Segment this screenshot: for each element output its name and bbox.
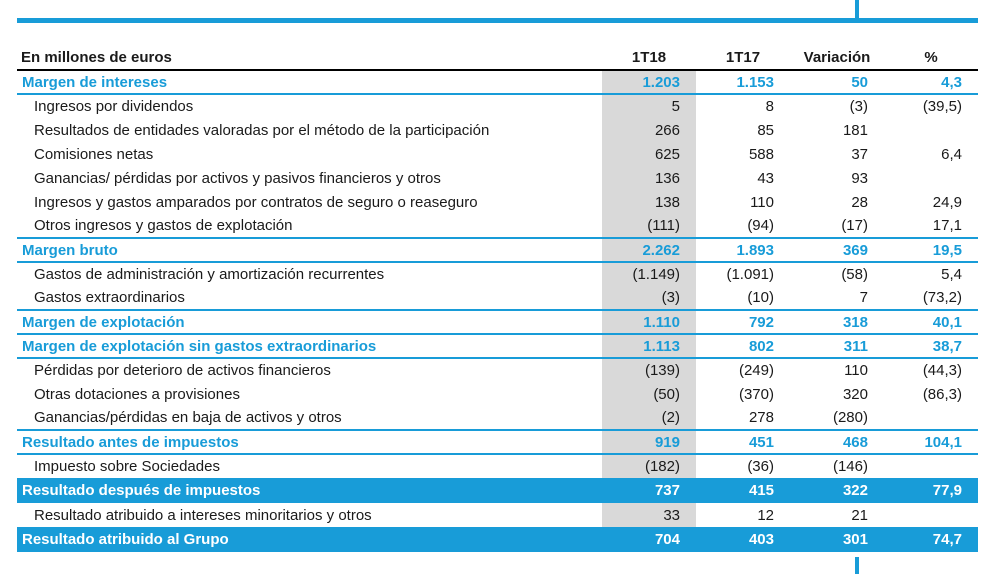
row-value: 38,7 bbox=[932, 337, 962, 355]
row-value: 1.893 bbox=[736, 241, 774, 259]
row-value: 802 bbox=[748, 337, 774, 355]
column-header-percent: % bbox=[924, 49, 938, 66]
row-label: Resultado atribuido al Grupo bbox=[17, 527, 602, 552]
row-value: (44,3) bbox=[922, 362, 962, 379]
row-value: (1.091) bbox=[726, 266, 774, 283]
row-label: Gastos de administración y amortización recurrentes bbox=[34, 266, 385, 283]
row-value: 301 bbox=[790, 527, 884, 552]
table-row bbox=[17, 478, 978, 503]
top-vertical-tick bbox=[855, 0, 859, 19]
bottom-vertical-tick bbox=[855, 557, 859, 574]
row-value: 21 bbox=[851, 506, 868, 524]
top-horizontal-rule bbox=[17, 18, 978, 23]
row-value: 919 bbox=[602, 430, 696, 454]
row-value bbox=[884, 406, 978, 430]
row-label: Ingresos y gastos amparados por contratos de seguro o reaseguro bbox=[34, 193, 478, 211]
table-row bbox=[17, 310, 978, 334]
row-value: 28 bbox=[851, 193, 868, 211]
row-value: (94) bbox=[747, 217, 774, 234]
row-label: Otros ingresos y gastos de explotación bbox=[34, 217, 293, 234]
table-row bbox=[17, 142, 978, 166]
column-header-1t18: 1T18 bbox=[631, 49, 667, 66]
row-value: 6,4 bbox=[941, 145, 962, 163]
table-row bbox=[17, 70, 978, 94]
table-row bbox=[17, 527, 978, 552]
row-value: 1.110 bbox=[602, 310, 696, 334]
row-value: 7 bbox=[859, 289, 868, 306]
row-value: 1.153 bbox=[736, 73, 774, 91]
row-value: (17) bbox=[841, 217, 868, 234]
row-value: 74,7 bbox=[884, 527, 978, 552]
row-value: 17,1 bbox=[932, 217, 962, 234]
row-value: 40,1 bbox=[932, 313, 962, 331]
row-value: 318 bbox=[842, 313, 868, 331]
row-value bbox=[884, 166, 978, 190]
row-value: (10) bbox=[747, 289, 774, 306]
table-row bbox=[17, 334, 978, 358]
row-value: (370) bbox=[738, 385, 774, 403]
row-value: (39,5) bbox=[922, 98, 962, 115]
row-value bbox=[884, 118, 978, 142]
row-value: 451 bbox=[748, 433, 774, 451]
row-label: Ingresos por dividendos bbox=[34, 98, 194, 115]
table-row bbox=[17, 166, 978, 190]
row-value: 1.203 bbox=[602, 70, 696, 94]
row-label: Otras dotaciones a provisiones bbox=[34, 385, 240, 403]
row-value: 320 bbox=[842, 385, 868, 403]
row-value: 468 bbox=[842, 433, 868, 451]
table-body bbox=[17, 70, 978, 552]
row-value: 278 bbox=[748, 409, 774, 426]
row-label: Margen bruto bbox=[22, 241, 118, 259]
row-value: (182) bbox=[602, 454, 696, 478]
row-label: Resultado después de impuestos bbox=[17, 478, 602, 503]
row-value: 704 bbox=[602, 527, 696, 552]
row-label: Margen de explotación sin gastos extraordinarios bbox=[22, 337, 377, 355]
row-value: 792 bbox=[748, 313, 774, 331]
row-value: 5,4 bbox=[941, 266, 962, 283]
row-value: 2.262 bbox=[602, 238, 696, 262]
table-row bbox=[17, 430, 978, 454]
row-value: 85 bbox=[757, 121, 774, 139]
column-header-variacion: Variación bbox=[803, 49, 871, 66]
row-label: Comisiones netas bbox=[34, 145, 154, 163]
row-label: Impuesto sobre Sociedades bbox=[34, 458, 220, 475]
row-label: Pérdidas por deterioro de activos financieros bbox=[34, 362, 331, 379]
row-value: 43 bbox=[757, 169, 774, 187]
row-label: Resultado antes de impuestos bbox=[22, 433, 239, 451]
row-value: (146) bbox=[832, 458, 868, 475]
table-row bbox=[17, 454, 978, 478]
table-header-row bbox=[17, 46, 978, 70]
row-label: Ganancias/pérdidas en baja de activos y otros bbox=[34, 409, 342, 426]
table-row bbox=[17, 94, 978, 118]
row-value: 77,9 bbox=[884, 478, 978, 503]
table-row bbox=[17, 262, 978, 286]
income-statement-table bbox=[17, 46, 978, 552]
row-value: 369 bbox=[842, 241, 868, 259]
row-value: 1.113 bbox=[602, 334, 696, 358]
row-value: (3) bbox=[602, 286, 696, 310]
row-value: (280) bbox=[832, 409, 868, 426]
unit-label: En millones de euros bbox=[21, 49, 172, 66]
row-value: 24,9 bbox=[932, 193, 962, 211]
row-value: 33 bbox=[602, 503, 696, 527]
row-value: (1.149) bbox=[602, 262, 696, 286]
row-value: 266 bbox=[602, 118, 696, 142]
row-value: 403 bbox=[696, 527, 790, 552]
row-value bbox=[884, 454, 978, 478]
row-value: 37 bbox=[851, 145, 868, 163]
row-value: 110 bbox=[750, 193, 774, 211]
row-value: 311 bbox=[843, 337, 868, 355]
row-label: Margen de explotación bbox=[22, 313, 185, 331]
row-value: 50 bbox=[851, 73, 868, 91]
table-row bbox=[17, 118, 978, 142]
row-value: 5 bbox=[602, 94, 696, 118]
table-row bbox=[17, 190, 978, 214]
row-value: 737 bbox=[602, 478, 696, 503]
row-value: (139) bbox=[602, 358, 696, 382]
row-value: (50) bbox=[602, 382, 696, 406]
row-value: 138 bbox=[602, 190, 696, 214]
row-value: 19,5 bbox=[932, 241, 962, 259]
row-value: 415 bbox=[696, 478, 790, 503]
row-label: Gastos extraordinarios bbox=[34, 289, 185, 306]
row-value: (73,2) bbox=[922, 289, 962, 306]
row-label: Resultados de entidades valoradas por el método de la participación bbox=[34, 121, 490, 139]
row-label: Margen de intereses bbox=[22, 73, 168, 91]
table-row bbox=[17, 503, 978, 527]
row-value: (2) bbox=[602, 406, 696, 430]
row-value: (58) bbox=[841, 266, 868, 283]
table-row bbox=[17, 238, 978, 262]
row-value: 110 bbox=[844, 362, 868, 379]
row-value bbox=[884, 503, 978, 527]
row-label: Resultado atribuido a intereses minoritarios y otros bbox=[34, 506, 372, 524]
row-value: 4,3 bbox=[941, 73, 962, 91]
row-value: 93 bbox=[851, 169, 868, 187]
row-value: 136 bbox=[602, 166, 696, 190]
table-row bbox=[17, 286, 978, 310]
row-label: Ganancias/ pérdidas por activos y pasivos financieros y otros bbox=[34, 169, 441, 187]
row-value: (3) bbox=[849, 98, 868, 115]
table-row bbox=[17, 358, 978, 382]
row-value: (36) bbox=[747, 458, 774, 475]
row-value: 104,1 bbox=[924, 433, 962, 451]
row-value: (86,3) bbox=[922, 385, 962, 403]
row-value: 8 bbox=[765, 98, 774, 115]
row-value: 625 bbox=[602, 142, 696, 166]
row-value: 12 bbox=[757, 506, 774, 524]
row-value: (249) bbox=[738, 362, 774, 379]
row-value: 181 bbox=[842, 121, 868, 139]
table-row bbox=[17, 214, 978, 238]
column-header-1t17: 1T17 bbox=[725, 49, 761, 66]
row-value: 322 bbox=[790, 478, 884, 503]
row-value: (111) bbox=[602, 214, 696, 238]
row-value: 588 bbox=[748, 145, 774, 163]
table-row bbox=[17, 382, 978, 406]
table-row bbox=[17, 406, 978, 430]
